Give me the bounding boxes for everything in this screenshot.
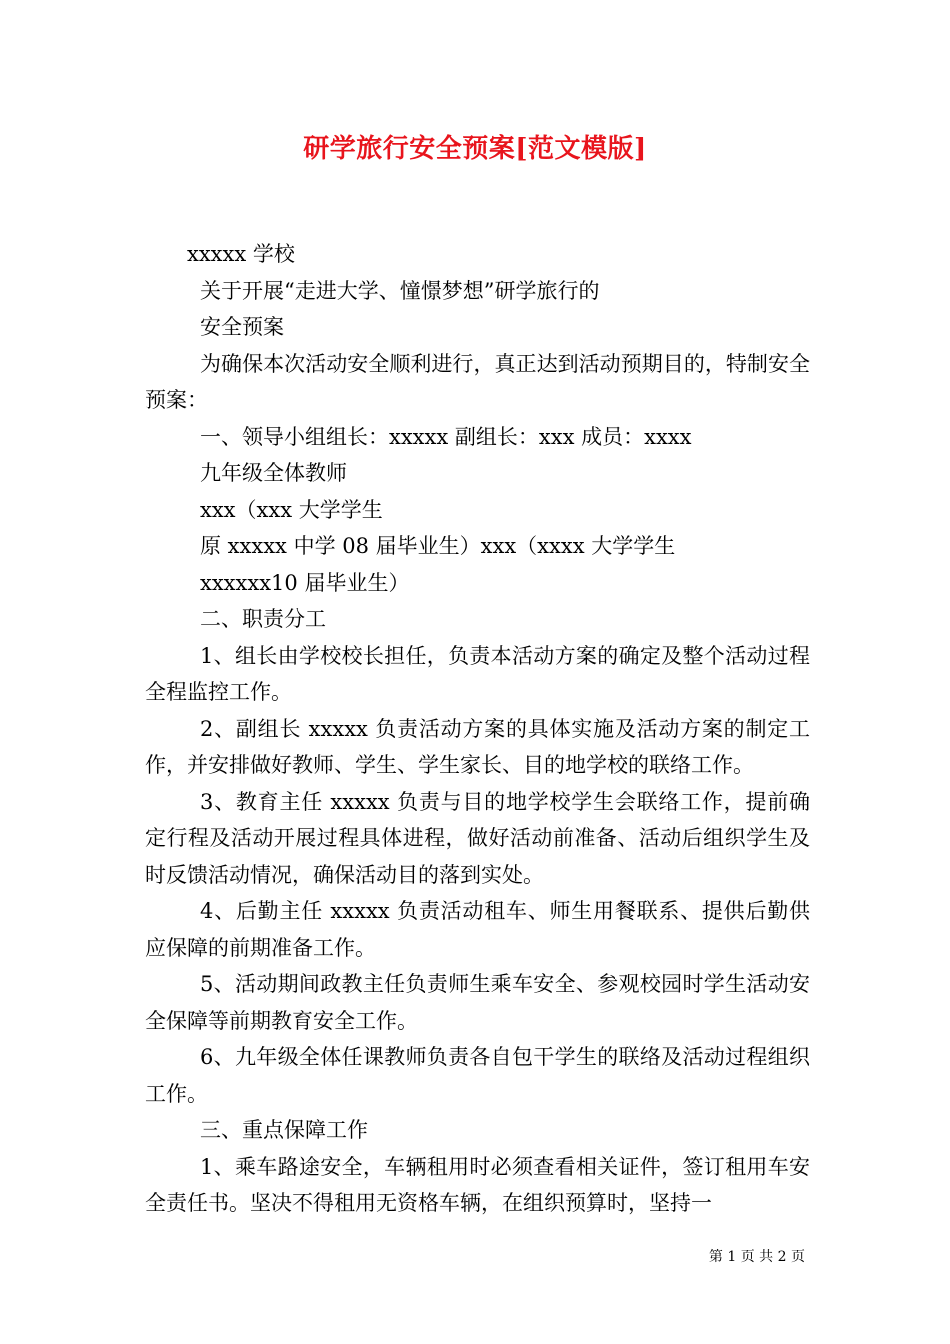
duty-paragraph-6: 6、九年级全体任课教师负责各自包干学生的联络及活动过程组织工作。	[145, 1045, 810, 1106]
section-1-heading: 一、领导小组组长：xxxxx 副组长：xxx 成员：xxxx	[200, 424, 692, 449]
intro-paragraph: 为确保本次活动安全顺利进行，真正达到活动预期目的，特制安全预案：	[145, 351, 810, 412]
section-1-line-2: 九年级全体教师	[200, 461, 347, 485]
duty-paragraph-5: 5、活动期间政教主任负责师生乘车安全、参观校园时学生活动安全保障等前期教育安全工作。	[145, 972, 810, 1033]
section-1-line-5: xxxxxx10 届毕业生）	[200, 570, 410, 595]
document-body	[145, 236, 810, 1222]
school-line: xxxxx 学校	[187, 242, 295, 266]
subject-line: 关于开展“走进大学、憧憬梦想”研学旅行的	[200, 278, 600, 303]
page-number: 第 1 页 共 2 页	[708, 1249, 805, 1265]
page-title: 研学旅行安全预案[范文模版]	[303, 134, 647, 164]
duty-paragraph-1: 1、组长由学校校长担任，负责本活动方案的确定及整个活动过程全程监控工作。	[145, 643, 810, 704]
section-2-heading: 二、职责分工	[200, 607, 326, 631]
section-1-line-3: xxx（xxx 大学学生	[200, 497, 383, 522]
subject-line-2: 安全预案	[200, 315, 284, 339]
duty-paragraph-4: 4、后勤主任 xxxxx 负责活动租车、师生用餐联系、提供后勤供应保障的前期准备工作。	[145, 899, 810, 960]
safety-paragraph-1: 1、乘车路途安全，车辆租用时必须查看相关证件，签订租用车安全责任书。坚决不得租用无资格车辆，在组织预算时，坚持一	[145, 1154, 810, 1215]
duty-paragraph-2: 2、副组长 xxxxx 负责活动方案的具体实施及活动方案的制定工作，并安排做好教师、学生、学生家长、目的地学校的联络工作。	[145, 716, 810, 777]
section-1-line-4: 原 xxxxx 中学 08 届毕业生）xxx（xxxx 大学学生	[200, 534, 676, 558]
duty-paragraph-3: 3、教育主任 xxxxx 负责与目的地学校学生会联络工作，提前确定行程及活动开展过程具体进程，做好活动前准备、活动后组织学生及时反馈活动情况，确保活动目的落到实处。	[145, 789, 810, 887]
section-3-heading: 三、重点保障工作	[200, 1118, 368, 1142]
